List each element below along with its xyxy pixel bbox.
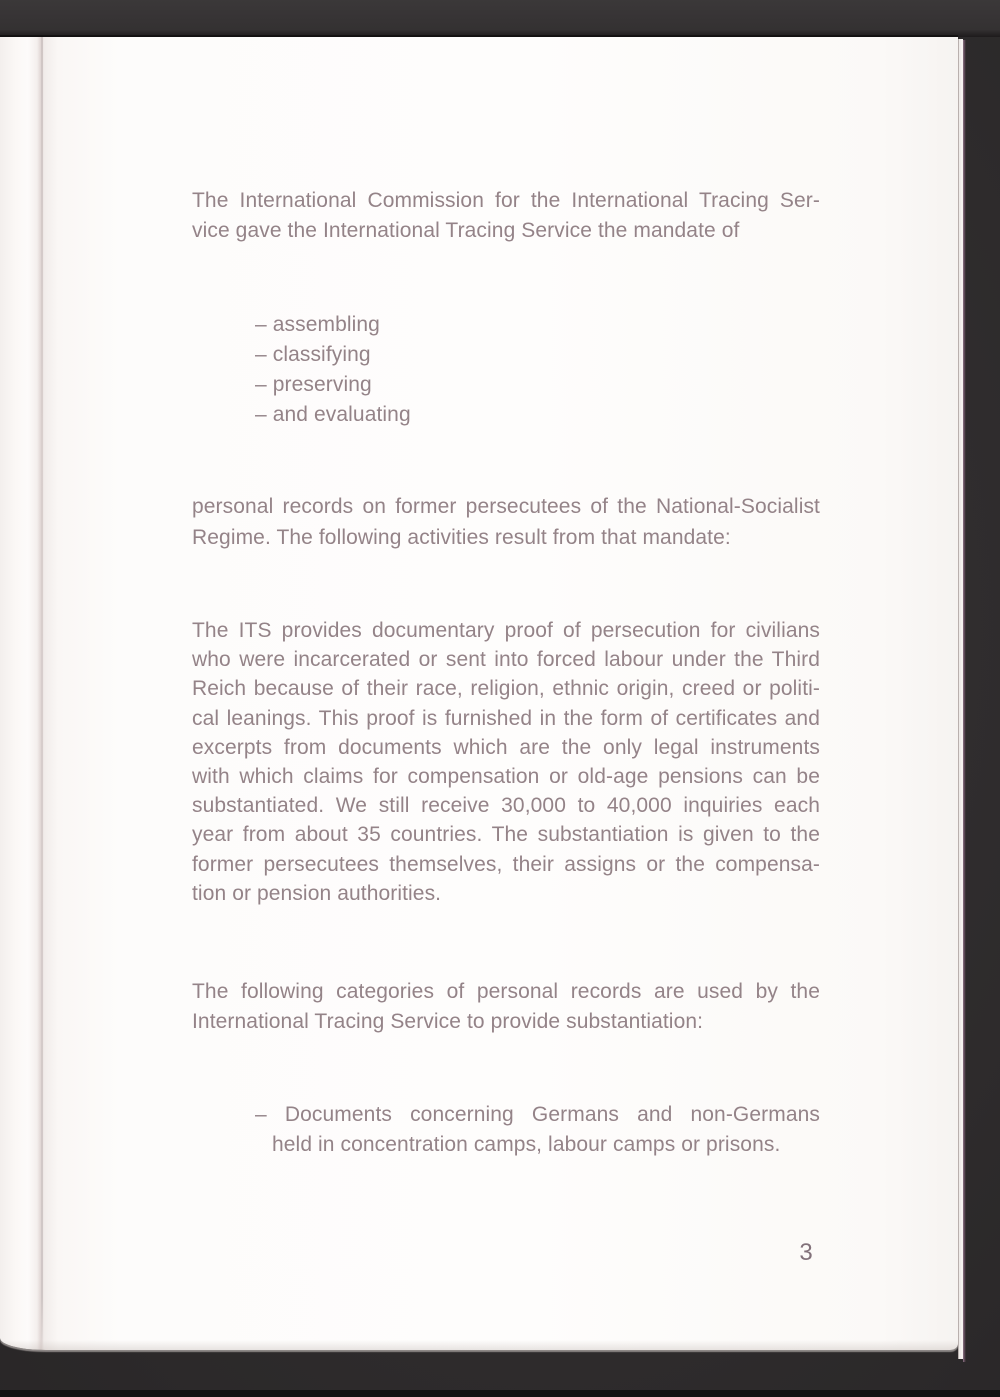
- scan-bottom-edge: [0, 1390, 1000, 1397]
- text-line: The ITS provides documentary proof of persecution for civilians: [192, 619, 820, 642]
- text-line: year from about 35 countries. The substantiation is given to the: [192, 823, 820, 847]
- text-line: International Tracing Service to provide substantiation:: [192, 1010, 704, 1033]
- scan-backdrop-top: [0, 0, 1000, 37]
- paragraph-intro: [192, 186, 820, 246]
- text-line: – and evaluating: [255, 403, 411, 426]
- paragraph-mandate-object: [192, 491, 820, 553]
- text-line: held in concentration camps, labour camps or prisons.: [272, 1133, 781, 1156]
- text-line: former persecutees themselves, their assigns or the compensa-: [192, 852, 820, 876]
- text-line: Reich because of their race, religion, ethnic origin, creed or politi-: [192, 677, 820, 701]
- list-item-documents: [255, 1100, 820, 1160]
- text-line: excerpts from documents which are the only legal instruments: [192, 735, 820, 759]
- text-line: personal records on former persecutees of the National-Socialist: [192, 495, 820, 518]
- text-line: vice gave the International Tracing Service the mandate of: [192, 219, 740, 242]
- text-line: The International Commission for the International Tracing Ser-: [192, 189, 820, 212]
- text-line: who were incarcerated or sent into forced labour under the Third: [192, 648, 820, 672]
- text-line: tion or pension authorities.: [192, 881, 442, 905]
- text-line: The following categories of personal records are used by the: [192, 980, 820, 1003]
- text-line: Regime. The following activities result from that mandate:: [192, 526, 731, 549]
- text-line: cal leanings. This proof is furnished in the form of certificates and: [192, 706, 820, 730]
- text-line: – classifying: [255, 343, 371, 366]
- book-page: [0, 37, 958, 1350]
- text-line: substantiated. We still receive 30,000 to 40,000 inquiries each: [192, 794, 820, 818]
- text-line: with which claims for compensation or old-age pensions can be: [192, 765, 820, 789]
- gutter-crease-line: [41, 37, 43, 1350]
- text-line: – assembling: [255, 313, 380, 336]
- paragraph-categories-intro: [192, 977, 820, 1037]
- book-cover-edge: [963, 40, 966, 1362]
- text-line: – preserving: [255, 373, 372, 396]
- list-mandate-activities: [255, 310, 820, 430]
- paragraph-its-activities: [192, 616, 820, 908]
- page-number: 3: [799, 1239, 813, 1266]
- text-line: – Documents concerning Germans and non-Germans: [255, 1103, 820, 1126]
